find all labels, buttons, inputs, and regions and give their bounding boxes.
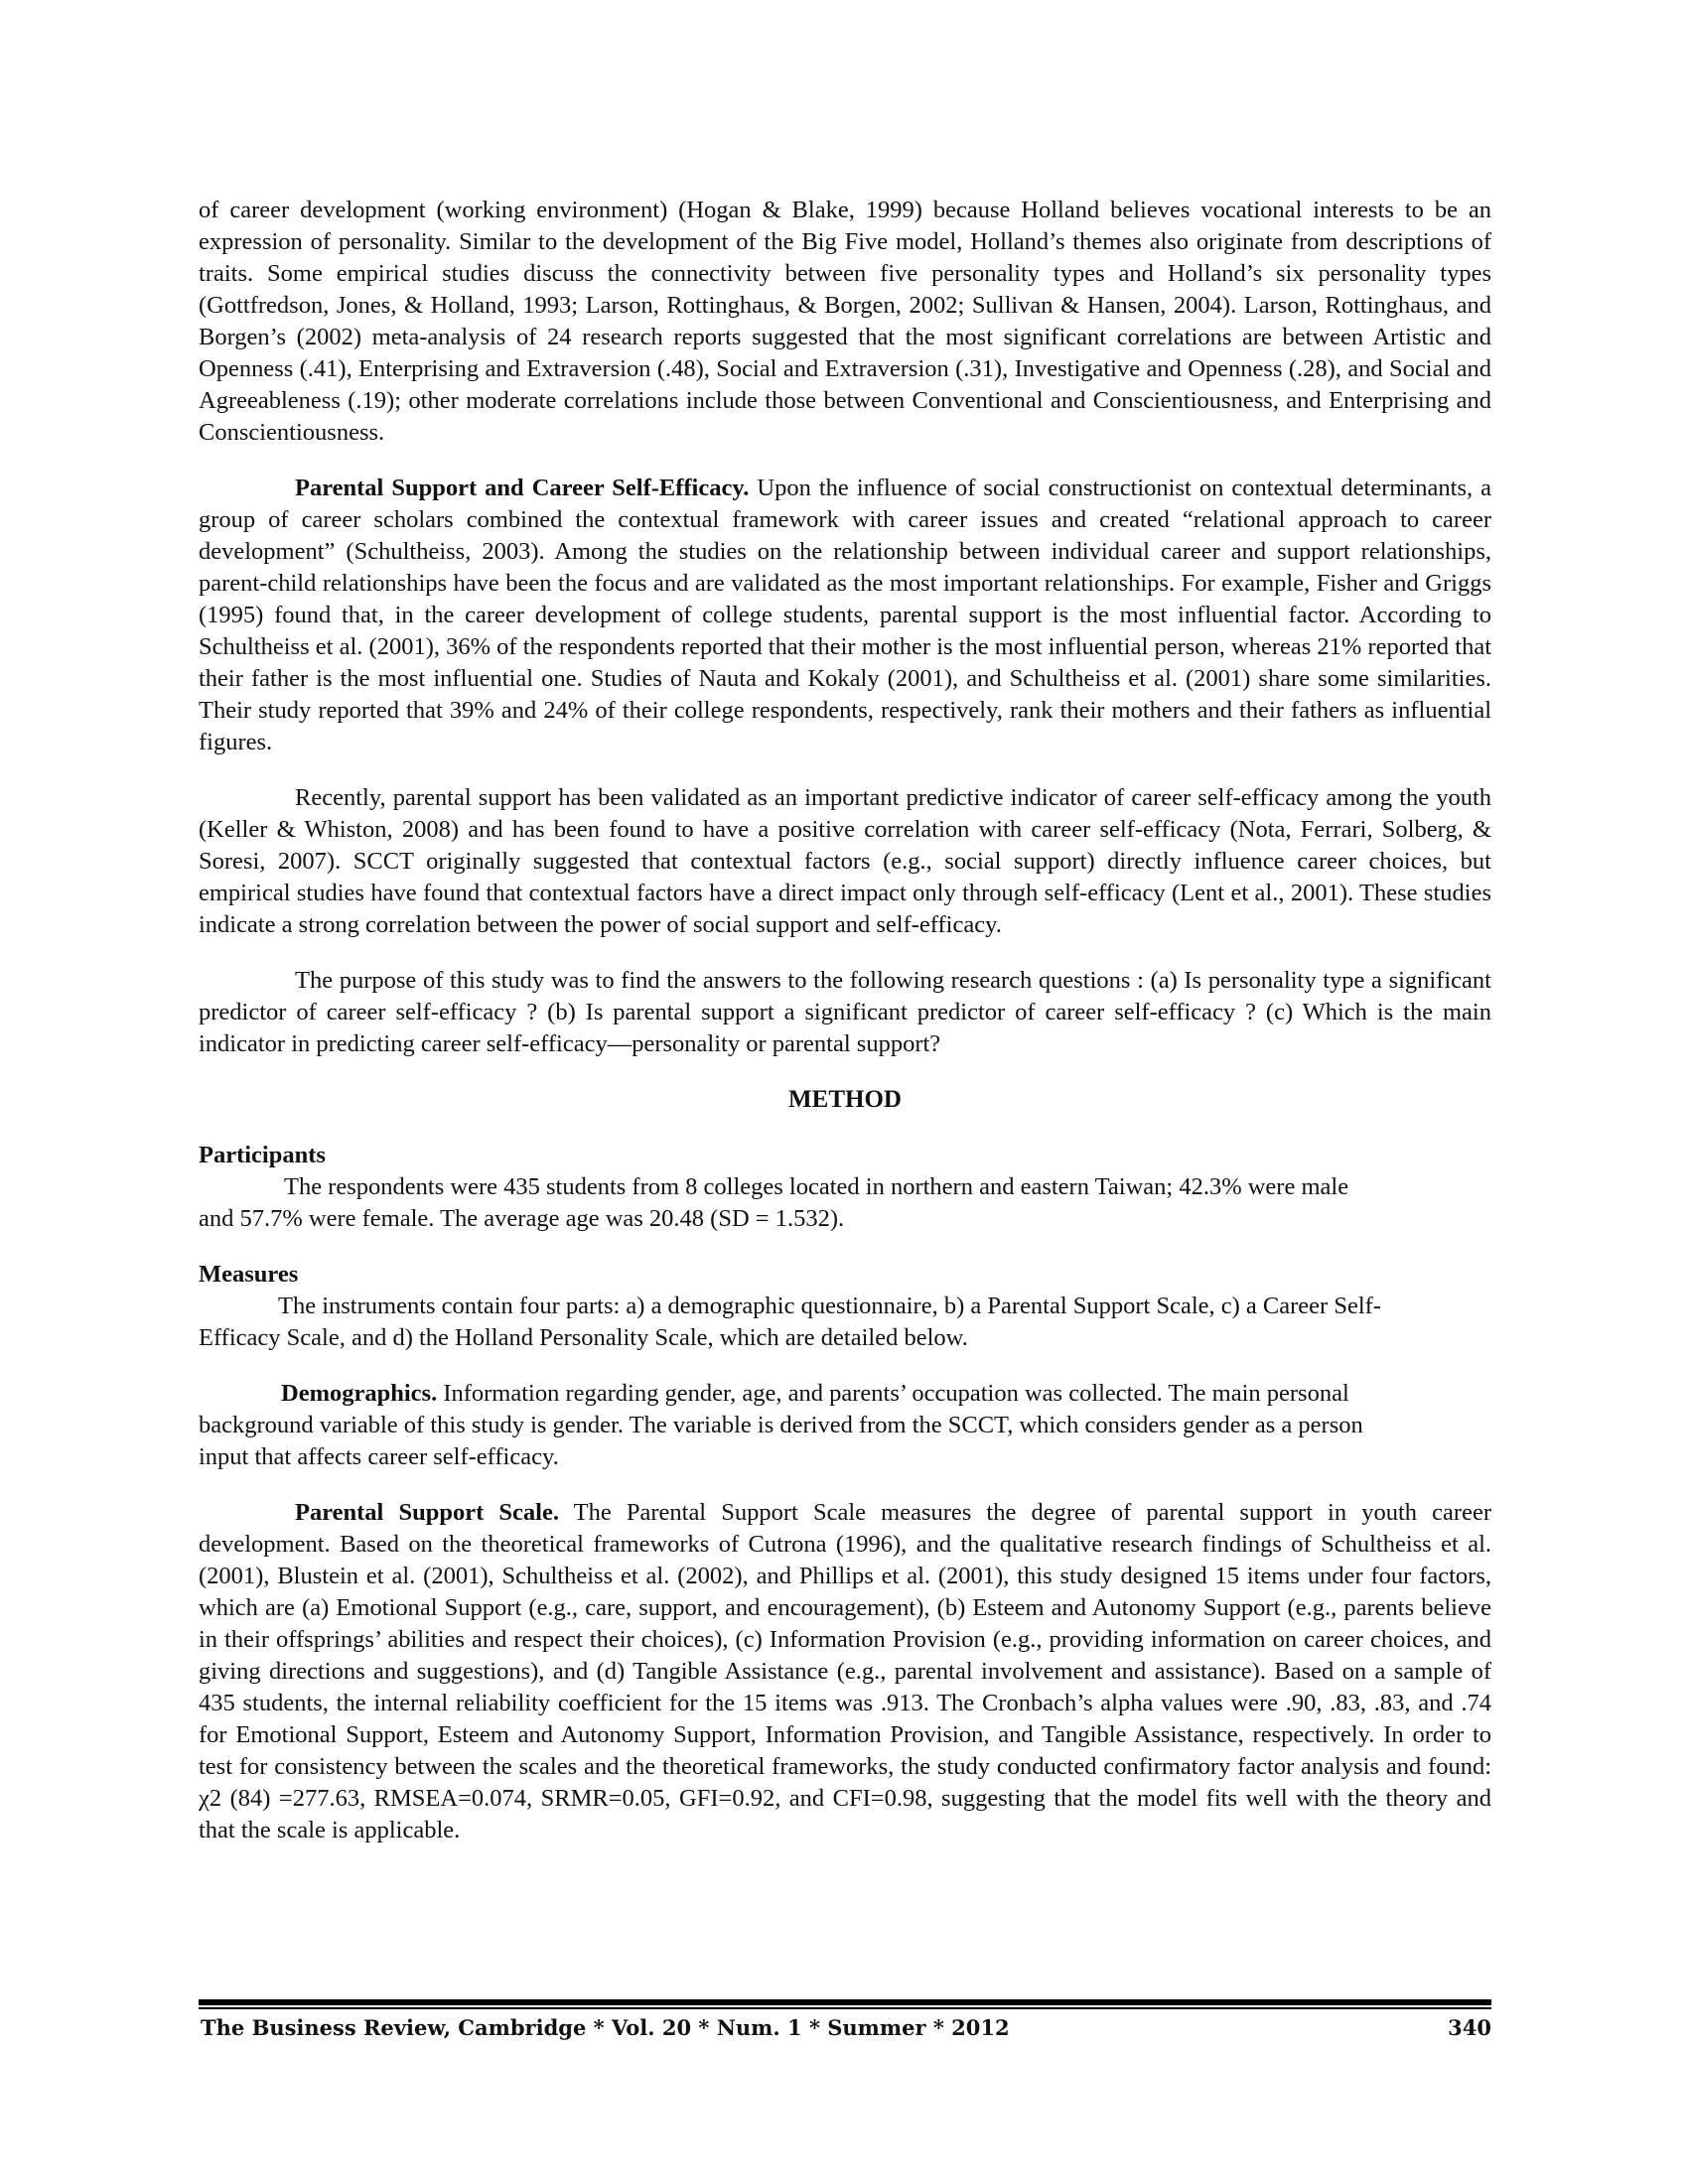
subheading-measures: Measures: [199, 1261, 299, 1288]
paragraph-participants: The respondents were 435 students from 8 colleges located in northern and eastern Taiwan; 42.3% were male and 57.7% were female. The average age was 20.48 (SD = 1.532).: [199, 1173, 1349, 1232]
subheading-demographics: Demographics.: [281, 1380, 438, 1407]
footer-page-number: 340: [1448, 2015, 1491, 2040]
paragraph-parental-support-scale-text: The Parental Support Scale measures the degree of parental support in youth career development. Based on the theoretical frameworks of Cutrona (1996), and the qualitative research findings of Schultheiss et al. (2001), Blustein et al. (2001), Schultheiss et al. (2002), and Phillips et al. (2001), this study designed 15 items under four factors, which are (a) Emotional Support (e.g., care, support, and encouragement), (b) Esteem and Autonomy Support (e.g., parents believe in their offsprings’ abilities and respect their choices), (c) Information Provision (e.g., providing information on career choices, and giving directions and suggestions), and (d) Tangible Assistance (e.g., parental involvement and assistance). Based on a sample of 435 students, the internal reliability coefficient for the 15 items was .913. The Cronbach’s alpha values were .90, .83, .83, and .74 for Emotional Support, Esteem and Autonomy Support, Information Provision, and Tangible Assistance, respectively. In order to test for consistency between the scales and the theoretical frameworks, the study conducted confirmatory factor analysis and found: χ2 (84) =277.63, RMSEA=0.074, SRMR=0.05, GFI=0.92, and CFI=0.98, suggesting that the model fits well with the theory and that the scale is applicable.: [199, 1499, 1491, 1843]
paragraph-demographics-text: Information regarding gender, age, and parents’ occupation was collected. The main personal background variable of this study is gender. The variable is derived from the SCCT, which considers gender as a person input that affects career self-efficacy.: [199, 1380, 1363, 1470]
paragraph-personality-holland: of career development (working environment) (Hogan & Blake, 1999) because Holland believes vocational interests to be an expression of personality. Similar to the development of the Big Five model, Holland’s themes also originate from descriptions of traits. Some empirical studies discuss the connectivity between five personality types and Holland’s six personality types (Gottfredson, Jones, & Holland, 1993; Larson, Rottinghaus, & Borgen, 2002; Sullivan & Hansen, 2004). Larson, Rottinghaus, and Borgen’s (2002) meta-analysis of 24 research reports suggested that the most significant correlations are between Artistic and Openness (.41), Enterprising and Extraversion (.48), Social and Extraversion (.31), Investigative and Openness (.28), and Social and Agreeableness (.19); other moderate correlations include those between Conventional and Conscientiousness, and Enterprising and Conscientiousness.: [199, 197, 1491, 446]
page-body: [199, 195, 1491, 1846]
subheading-parental-support-scale: Parental Support Scale.: [295, 1499, 559, 1526]
paragraph-measures: The instruments contain four parts: a) a demographic questionnaire, b) a Parental Support Scale, c) a Career Self-Efficacy Scale, and d) the Holland Personality Scale, which are detailed below.: [199, 1293, 1381, 1351]
section-heading-method: METHOD: [788, 1086, 902, 1113]
paragraph-demographics: [199, 1378, 1491, 1473]
paragraph-parental-support-text: Upon the influence of social constructionist on contextual determinants, a group of career scholars combined the contextual framework with career issues and created “relational approach to career development” (Schultheiss, 2003). Among the studies on the relationship between individual career and support relationships, parent-child relationships have been the focus and are validated as the most important relationships. For example, Fisher and Griggs (1995) found that, in the career development of college students, parental support is the most influential factor. According to Schultheiss et al. (2001), 36% of the respondents reported that their mother is the most influential person, whereas 21% reported that their father is the most influential one. Studies of Nauta and Kokaly (2001), and Schultheiss et al. (2001) share some similarities. Their study reported that 39% and 24% of their college respondents, respectively, rank their mothers and their fathers as influential figures.: [199, 475, 1491, 755]
paragraph-recent-support: Recently, parental support has been validated as an important predictive indicator of career self-efficacy among the youth (Keller & Whiston, 2008) and has been found to have a positive correlation with career self-efficacy (Nota, Ferrari, Solberg, & Soresi, 2007). SCCT originally suggested that contextual factors (e.g., social support) directly influence career choices, but empirical studies have found that contextual factors have a direct impact only through self-efficacy (Lent et al., 2001). These studies indicate a strong correlation between the power of social support and self-efficacy.: [199, 784, 1491, 938]
paragraph-parental-support: [199, 473, 1491, 758]
paragraph-parental-support-scale: [199, 1497, 1491, 1846]
footer-journal-citation: The Business Review, Cambridge * Vol. 20 * Num. 1 * Summer * 2012: [201, 2015, 1010, 2040]
subheading-participants: Participants: [199, 1142, 326, 1168]
footer-rule-thick: [199, 1999, 1491, 2005]
subheading-parental-support-career-self-efficacy: Parental Support and Career Self-Efficacy.: [295, 475, 750, 501]
paragraph-research-questions: The purpose of this study was to find the answers to the following research questions : (a) Is personality type a significant predictor of career self-efficacy ? (b) Is parental support a significant predictor of career self-efficacy ? (c) Which is the main indicator in predicting career self-efficacy—personality or parental support?: [199, 967, 1491, 1057]
footer-rule-thin: [199, 2007, 1491, 2009]
